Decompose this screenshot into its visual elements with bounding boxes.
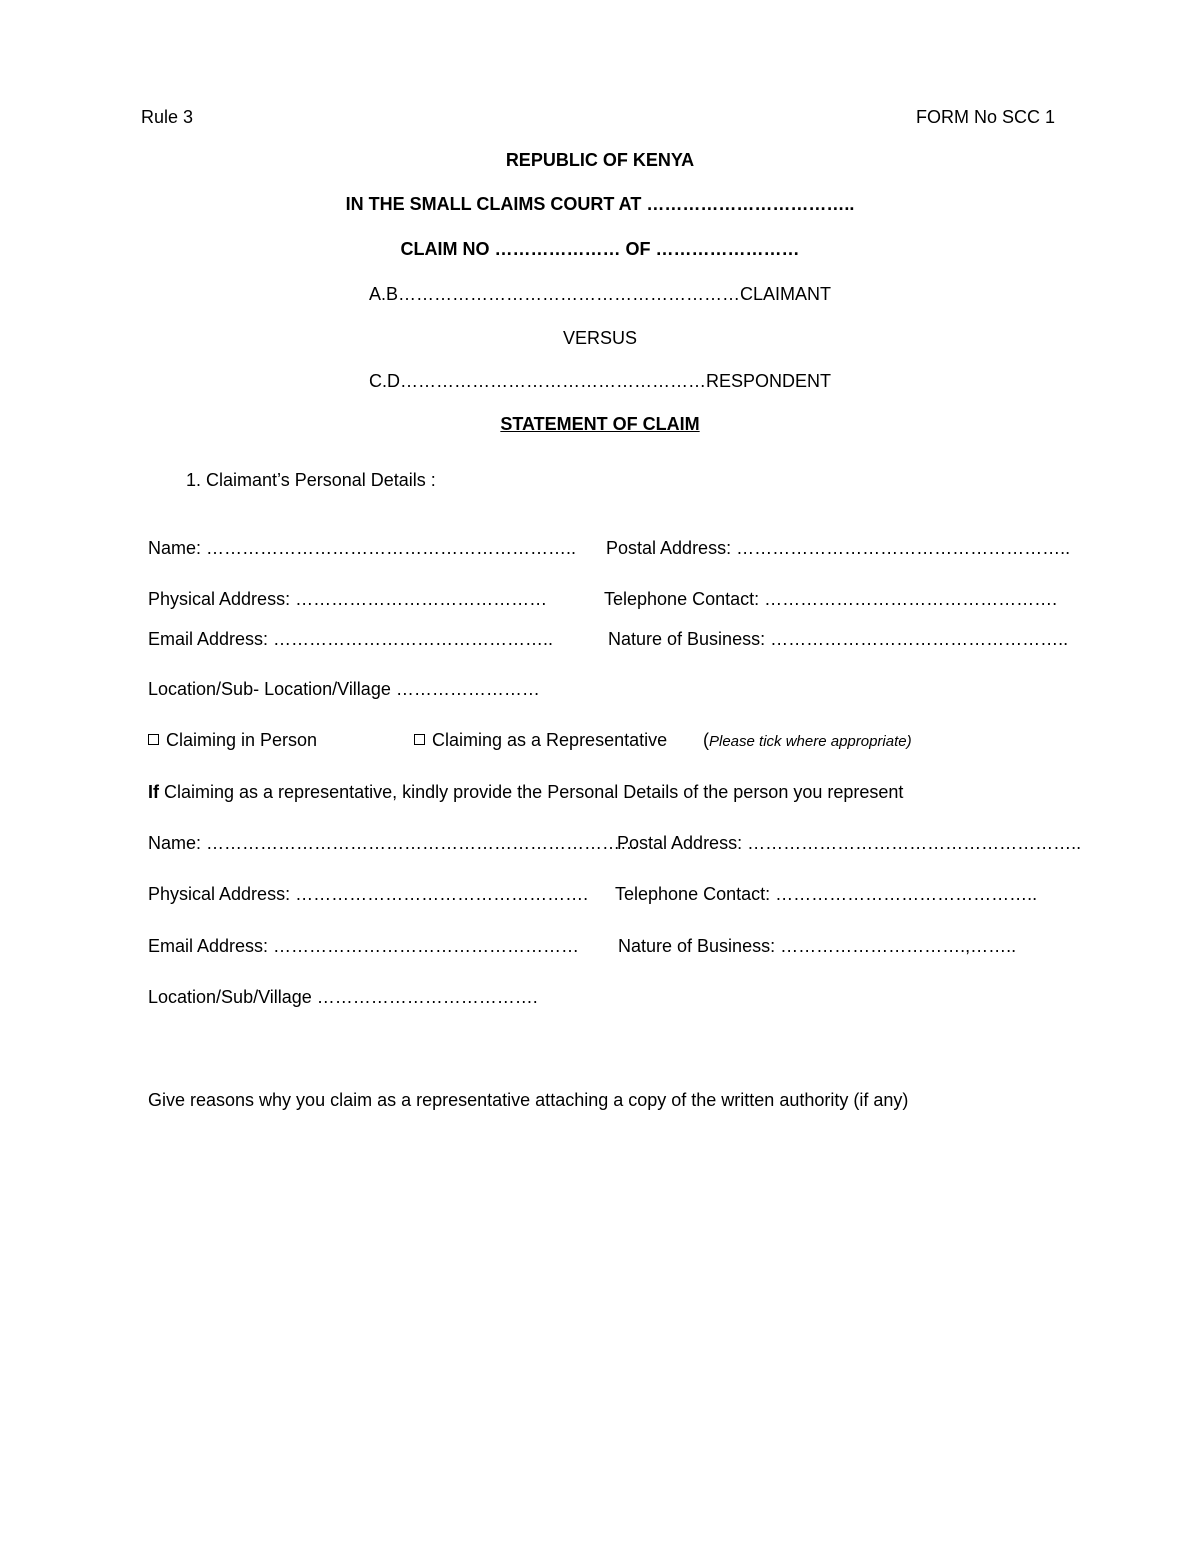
represented-email-field[interactable]: Email Address: …………………………………………… <box>148 936 580 956</box>
tick-note <box>703 731 912 749</box>
represented-name-field[interactable]: Name: ……………………………………………………………… <box>148 833 639 853</box>
checkbox-icon[interactable] <box>148 734 159 745</box>
form-number: FORM No SCC 1 <box>916 107 1056 127</box>
claim-number-line: CLAIM NO ………………… OF …………………… <box>400 239 800 259</box>
versus-label: VERSUS <box>562 328 638 348</box>
claimant-postal-address-field[interactable]: Postal Address: ……………………………………………….. <box>606 538 1071 558</box>
republic-heading: REPUBLIC OF KENYA <box>505 150 695 170</box>
statement-of-claim-heading: STATEMENT OF CLAIM <box>500 414 700 434</box>
represented-business-field[interactable]: Nature of Business: ………………………….,…….. <box>618 936 1017 956</box>
representative-intro <box>148 783 903 801</box>
representative-intro-if: If <box>148 782 159 802</box>
claimant-business-field[interactable]: Nature of Business: ………………………………………….. <box>608 629 1069 649</box>
represented-location-field[interactable]: Location/Sub/Village ………………………………. <box>148 987 538 1007</box>
claiming-in-person-option[interactable] <box>148 731 317 749</box>
tick-note-text: Please tick where appropriate) <box>709 733 912 750</box>
respondent-line: C.D……………………………………………RESPONDENT <box>368 371 831 391</box>
representative-reasons-prompt: Give reasons why you claim as a representative attaching a copy of the written authority (if any) <box>148 1090 909 1110</box>
claimant-details-heading: 1. Claimant’s Personal Details : <box>186 470 436 490</box>
court-heading: IN THE SMALL CLAIMS COURT AT …………………………….. <box>345 194 855 214</box>
represented-physical-address-field[interactable]: Physical Address: …………………………………………. <box>148 884 589 904</box>
claimant-line: A.B…………………………………………………CLAIMANT <box>368 284 832 304</box>
claiming-as-representative-option[interactable] <box>414 731 667 749</box>
claimant-email-field[interactable]: Email Address: ……………………………………….. <box>148 629 554 649</box>
claimant-physical-address-field[interactable]: Physical Address: …………………………………… <box>148 589 548 609</box>
represented-postal-address-field[interactable]: Postal Address: ……………………………………………….. <box>617 833 1082 853</box>
representative-intro-text: Claiming as a representative, kindly provide the Personal Details of the person you represent <box>159 782 904 802</box>
claimant-name-field[interactable]: Name: …………………………………………………….. <box>148 538 577 558</box>
represented-telephone-field[interactable]: Telephone Contact: …………………………………….. <box>615 884 1038 904</box>
checkbox-icon[interactable] <box>414 734 425 745</box>
rule-label: Rule 3 <box>141 107 194 127</box>
tick-note-open-paren: ( <box>703 730 709 750</box>
claiming-in-person-label: Claiming in Person <box>166 730 318 750</box>
claimant-location-field[interactable]: Location/Sub- Location/Village …………………… <box>148 679 540 699</box>
claiming-as-representative-label: Claiming as a Representative <box>432 730 668 750</box>
claimant-telephone-field[interactable]: Telephone Contact: …………………………………………. <box>604 589 1058 609</box>
